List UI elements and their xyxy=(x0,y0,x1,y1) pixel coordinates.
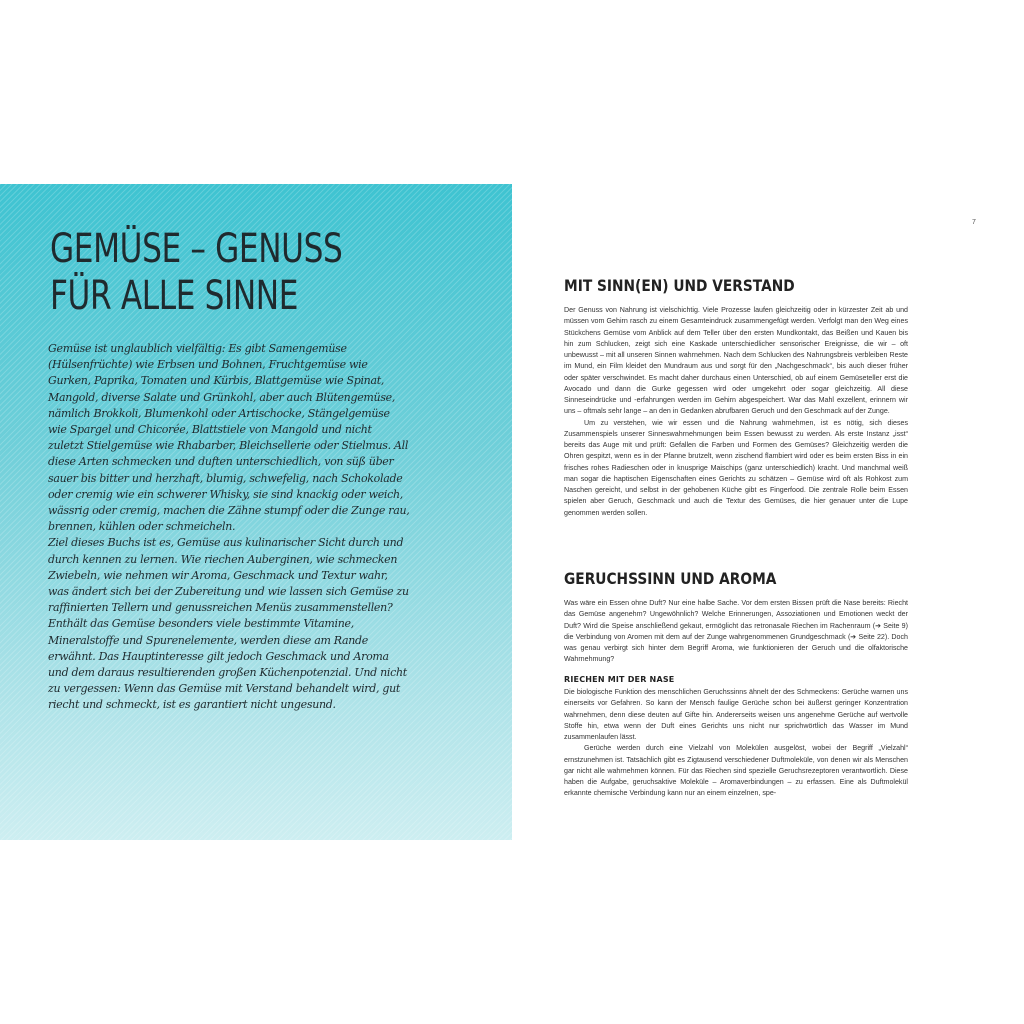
section-heading-sinn-verstand: MIT SINN(EN) UND VERSTAND xyxy=(564,276,795,295)
intro-text xyxy=(48,341,410,714)
page-number: 7 xyxy=(972,219,976,226)
body-paragraph: Die biologische Funktion des menschlichen Geruchssinns ähnelt der des Schmeckens: Gerüche warnen uns einerseits vor Gefahren. So kann der Mensch faulige Gerüche schon bei äußerst geringer Konzentration wahrnehmen, denn diese deuten auf Gifte hin. Andererseits weisen uns angenehme Gerüche auf wertvolle Stoffe hin, etwa wenn der Duft eines Gerichts uns nicht nur sprichwörtlich das Wasser im Mund zusammenlaufen lässt. xyxy=(564,688,908,741)
chapter-title-line-2: FÜR ALLE SINNE xyxy=(50,273,299,319)
section-heading-geruchssinn: GERUCHSSINN UND AROMA xyxy=(564,569,777,588)
subheading-riechen: RIECHEN MIT DER NASE xyxy=(564,675,675,684)
section-body-geruchssinn xyxy=(564,598,908,666)
chapter-title-line-1: GEMÜSE – GENUSS xyxy=(50,226,343,272)
body-paragraph: Der Genuss von Nahrung ist vielschichtig. Viele Prozesse laufen gleichzeitig oder in kürzester Zeit ab und müssen vom Gehirn rasch zu einem Gesamteindruck zusammengefügt werden. Verfolgt man den Weg eines Stückchens Gemüse vom Anblick auf dem Teller über den ersten Mundkontakt, das Beißen und Kauen bis hin zum Schlucken, zeigt sich eine Kaskade unterschiedlicher sensorischer Ereignisse, die wir – oft unbewusst – mit all unseren Sinnen wahrnehmen. Nach dem Schlucken des Nahrungsbreis verbleiben Reste im Mund, ein Film kleidet den Mundraum aus und sorgt für den „Nachgeschmack“, bis auch dieser früher oder später verschwindet. Es macht daher durchaus einen Unterschied, ob auf einem Gemüseteller erst die Avocado und dann die Gurke gegessen wird oder umgekehrt oder sogar gleichzeitig. All diese Sinneseindrücke und -erfahrungen werden im Gehirn abgespeichert. War das Mahl exzellent, erinnern wir uns – oftmals sehr lange – an den in Gedanken abrufbaren Geruch und den Geschmack auf der Zunge. xyxy=(564,306,908,416)
intro-paragraph-1: Gemüse ist unglaublich vielfältig: Es gibt Samengemüse (Hülsenfrüchte) wie Erbsen und Bohnen, Fruchtgemüse wie Gurken, Paprika, Tomaten und Kürbis, Blattgemüse wie Spinat, Mangold, diverse Salate und Grünkohl, aber auch Blütengemüse, nämlich Brokkoli, Blumenkohl oder Artischocke, Stängelgemüse wie Spargel und Chicorée, Blattstiele von Mangold und nicht zuletzt Stielgemüse wie Rhabarber, Bleichsellerie oder Stielmus. All diese Arten schmecken und duften unterschiedlich, von süß über sauer bis bitter und herzhaft, blumig, schwefelig, nach Schokolade oder cremig wie ein schwerer Whisky, sie sind knackig oder weich, wässrig oder cremig, machen die Zähne stumpf oder die Zunge rau, brennen, kühlen oder schmeicheln. xyxy=(48,342,410,534)
intro-paragraph-2: Ziel dieses Buchs ist es, Gemüse aus kulinarischer Sicht durch und durch kennen zu lernen. Wie riechen Auberginen, wie schmecken Zwiebeln, wie nehmen wir Aroma, Geschmack und Textur wahr, was ändert sich bei der Zubereitung und wie lassen sich Gemüse zu raffinierten Tellern und genussreichen Menüs zusammenstellen? Enthält das Gemüse besonders viele bestimmte Vitamine, Mineralstoffe und Spurenelemente, werden diese am Rande erwähnt. Das Hauptinteresse gilt jedoch Geschmack und Aroma und dem daraus resultierenden großen Küchenpotenzial. Und nicht zu vergessen: Wenn das Gemüse mit Verstand behandelt wird, gut riecht und schmeckt, ist es garantiert nicht ungesund. xyxy=(48,536,409,712)
subsection-body-riechen xyxy=(564,687,908,800)
chapter-title xyxy=(50,226,393,320)
body-paragraph: Um zu verstehen, wie wir essen und die Nahrung wahrnehmen, ist es nötig, sich dieses Zusammenspiels unserer Sinneswahrnehmungen beim Essen bewusst zu werden. Als erste Instanz „isst“ bereits das Auge mit und prüft: Gefallen die Farben und Formen des Gemüses? Gleichzeitig werden die Ohren gespitzt, wenn es in der Pfanne brutzelt, wenn zischend flambiert wird oder es beim ersten Biss in ein frisches rohes Radieschen oder in knusprige Maischips (ganz unterschiedlich) kracht. Und manchmal weiß man sogar die haptischen Eigenschaften eines Gerichts zu schätzen – Gemüse wird oft als Rohkost zum Naschen gereicht, und selbst in der gehobenen Küche gibt es Fingerfood. Die zentrale Rolle beim Essen spielen aber Geruch, Geschmack und auch die Textur des Gemüses, die hier genauer unter die Lupe genommen werden sollen. xyxy=(564,418,908,517)
body-paragraph: Was wäre ein Essen ohne Duft? Nur eine halbe Sache. Vor dem ersten Bissen prüft die Nase bereits: Riecht das Gemüse angenehm? Ungewöhnlich? Welche Erinnerungen, Assoziationen und Emotionen weckt der Duft? Wird die Speise anschließend gekaut, ermöglicht das retronasale Riechen im Rachenraum (➔ Seite 9) die Verbindung von Aromen mit dem auf der Zunge wahrgenommenen Grundgeschmack (➔ Seite 22). Doch was genau verbirgt sich hinter dem Begriff Aroma, wie funktionieren der Geruch und die olfaktorische Wahrnehmung? xyxy=(564,599,908,664)
body-paragraph: Gerüche werden durch eine Vielzahl von Molekülen ausgelöst, wobei der Begriff „Vielzahl“ ernstzunehmen ist. Tatsächlich gibt es Zigtausend verschiedener Duftmoleküle, von denen wir als Menschen gar nicht alle wahrnehmen können. Für das Riechen sind spezielle Geruchsrezeptoren verantwortlich. Diese haben die Aufgabe, geruchsaktive Moleküle – Aromaverbindungen – zu erfassen. Eine als Duftmolekül erkannte chemische Verbindung kann nur an einem einzelnen, spe- xyxy=(564,744,908,798)
section-body-sinn-verstand xyxy=(564,305,908,519)
